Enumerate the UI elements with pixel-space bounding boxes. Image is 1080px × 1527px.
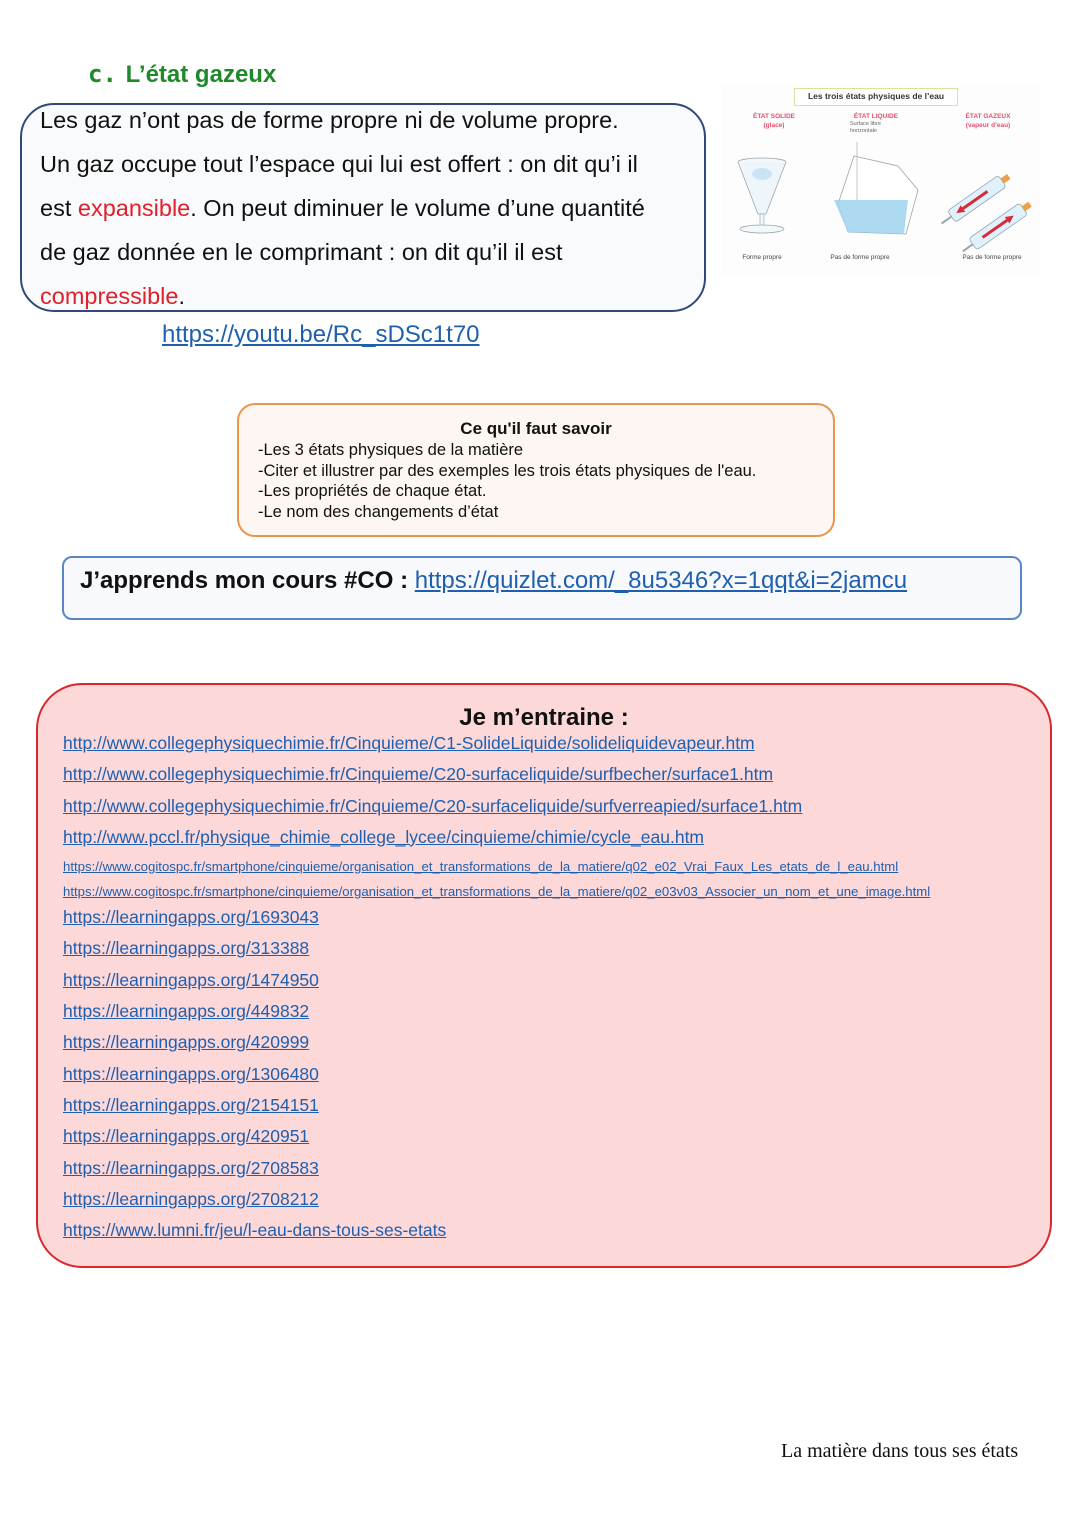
definition-text	[40, 98, 710, 318]
figure-title: Les trois états physiques de l’eau	[794, 88, 958, 106]
figure-subheading: (glace)	[763, 122, 785, 129]
keyword-compressible: compressible	[40, 283, 179, 309]
practice-list-item	[63, 794, 930, 825]
definition-line	[40, 186, 710, 230]
practice-list-item	[63, 1062, 930, 1093]
key-knowledge-item: -Citer et illustrer par des exemples les trois états physiques de l'eau.	[258, 461, 757, 480]
states-illustration	[722, 84, 1040, 274]
definition-line: de gaz donnée en le comprimant : on dit qu’il il est	[40, 239, 563, 265]
practice-link[interactable]: https://www.cogitospc.fr/smartphone/cinquieme/organisation_et_transformations_de_la_matiere/q02_e03v03_Associer_un_nom_et_une_image.html	[63, 883, 931, 899]
practice-list-item	[63, 1156, 930, 1187]
practice-link[interactable]: https://learningapps.org/420951	[63, 1126, 310, 1147]
section-title: L’état gazeux	[125, 61, 277, 88]
practice-link[interactable]: http://www.collegephysiquechimie.fr/Cinquieme/C20-surfaceliquide/surfverreapied/surface1.htm	[63, 795, 803, 816]
section-marker: c.	[88, 60, 117, 88]
practice-list-item	[63, 968, 930, 999]
practice-link[interactable]: https://www.cogitospc.fr/smartphone/cinquieme/organisation_et_transformations_de_la_matiere/q02_e02_Vrai_Faux_Les_etats_de_l_eau.html	[63, 859, 899, 875]
practice-link[interactable]: https://learningapps.org/420999	[63, 1032, 310, 1053]
figure-note: Surface libre horizontale	[850, 121, 881, 134]
key-knowledge-title: Ce qu'il faut savoir	[460, 419, 612, 438]
practice-link[interactable]: http://www.pccl.fr/physique_chimie_college_lycee/cinquieme/chimie/cycle_eau.htm	[63, 826, 705, 847]
practice-title: Je m’entraine :	[459, 704, 629, 731]
states-of-water-figure	[722, 84, 1040, 274]
practice-list-item	[63, 856, 930, 881]
practice-link[interactable]: https://learningapps.org/2154151	[63, 1094, 319, 1115]
practice-list-item	[63, 825, 930, 856]
practice-links-list	[63, 731, 930, 1249]
definition-line: Un gaz occupe tout l’espace qui lui est offert : on dit qu’i il	[40, 151, 638, 177]
practice-list-item	[63, 905, 930, 936]
figure-caption: Pas de forme propre	[962, 254, 1022, 261]
practice-link[interactable]: http://www.collegephysiquechimie.fr/Cinquieme/C1-SolideLiquide/solideliquidevapeur.htm	[63, 733, 755, 753]
practice-list-item	[63, 731, 930, 762]
practice-link[interactable]: http://www.collegephysiquechimie.fr/Cinquieme/C20-surfaceliquide/surfbecher/surface1.htm	[63, 764, 774, 785]
practice-list-item	[63, 1187, 930, 1218]
key-knowledge-list	[258, 440, 756, 522]
practice-link[interactable]: https://learningapps.org/1693043	[63, 907, 319, 928]
practice-link[interactable]: https://learningapps.org/2708212	[63, 1188, 319, 1209]
practice-list-item	[63, 999, 930, 1030]
quizlet-link[interactable]: https://quizlet.com/_8u5346?x=1qqt&i=2jamcu	[414, 567, 908, 594]
video-link[interactable]: https://youtu.be/Rc_sDSc1t70	[162, 321, 480, 348]
key-knowledge-item: -Les 3 états physiques de la matière	[258, 441, 524, 459]
syringe-icon	[938, 171, 1034, 257]
practice-link[interactable]: https://learningapps.org/1306480	[63, 1063, 319, 1084]
key-knowledge-item: -Les propriétés de chaque état.	[258, 482, 487, 500]
text: est	[40, 195, 78, 221]
page-footer: La matière dans tous ses états	[781, 1440, 1019, 1462]
figure-heading: ÉTAT GAZEUX	[965, 113, 1011, 120]
practice-list-item	[63, 1124, 930, 1155]
practice-list-item	[63, 881, 930, 906]
practice-link[interactable]: https://www.lumni.fr/jeu/l-eau-dans-tous-ses-etats	[63, 1220, 447, 1241]
practice-list-item	[63, 1218, 930, 1249]
keyword-expansible: expansible	[77, 195, 191, 221]
section-heading	[88, 60, 276, 89]
practice-list-item	[63, 1030, 930, 1061]
practice-link[interactable]: https://learningapps.org/1474950	[63, 969, 319, 990]
definition-line: Les gaz n’ont pas de forme propre ni de volume propre.	[40, 107, 619, 133]
beaker-icon	[834, 142, 918, 234]
definition-line	[40, 274, 710, 318]
practice-list-item	[63, 1093, 930, 1124]
practice-list-item	[63, 936, 930, 967]
key-knowledge-item: -Le nom des changements d’état	[258, 502, 499, 521]
practice-link[interactable]: https://learningapps.org/2708583	[63, 1157, 319, 1178]
glass-icon	[738, 158, 786, 233]
figure-caption: Pas de forme propre	[830, 254, 890, 261]
learn-course-line	[80, 567, 907, 595]
figure-subheading: (vapeur d’eau)	[965, 122, 1011, 129]
text: .	[178, 283, 185, 309]
practice-link[interactable]: https://learningapps.org/313388	[63, 938, 310, 959]
practice-link[interactable]: https://learningapps.org/449832	[63, 1001, 310, 1022]
practice-list-item	[63, 762, 930, 793]
figure-heading: ÉTAT SOLIDE	[752, 113, 795, 120]
learn-course-label: J’apprends mon cours #CO :	[80, 567, 415, 594]
figure-heading: ÉTAT LIQUIDE	[853, 113, 899, 120]
text: . On peut diminuer le volume d’une quantité	[190, 195, 645, 221]
figure-caption: Forme propre	[742, 254, 782, 261]
